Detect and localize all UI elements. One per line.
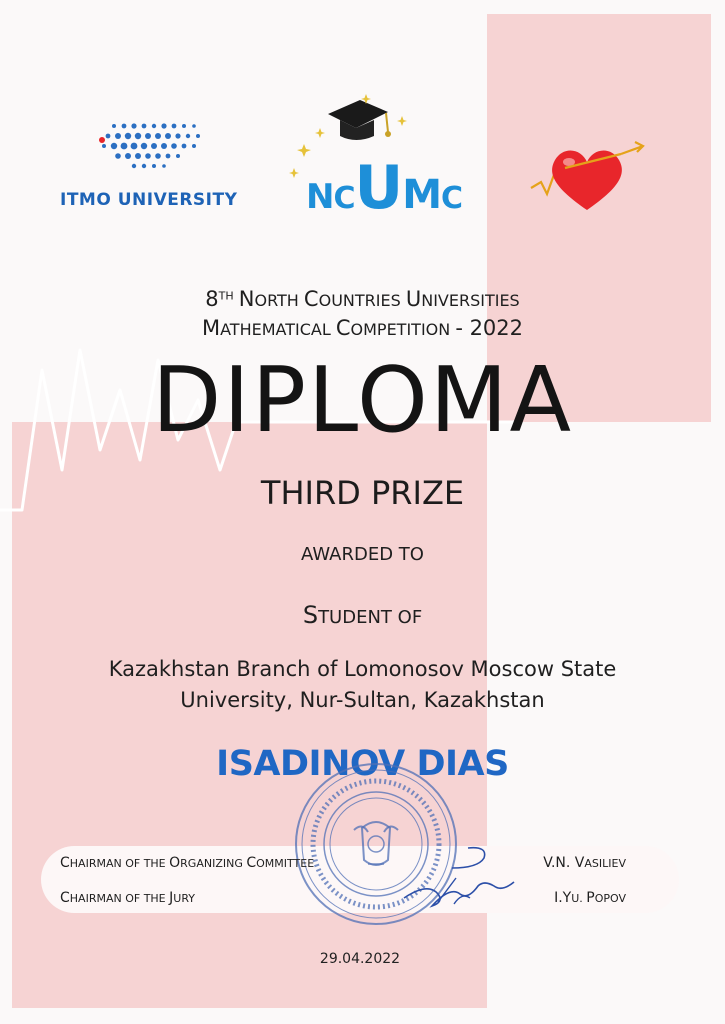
competition-line-1: 8TH NORTH COUNTRIES UNIVERSITIES (205, 287, 520, 311)
signature (398, 842, 518, 922)
signatory-role: CHAIRMAN OF THE JURY (60, 890, 195, 906)
signatory-role: CHAIRMAN OF THE ORGANIZING COMMITTEE (60, 855, 315, 871)
signatory-name: I.YU. POPOV (554, 890, 626, 906)
heart-icon (525, 138, 649, 218)
ncumc-logo-art (282, 84, 463, 223)
itmo-dots-logo (94, 118, 214, 172)
recipient-name: ISADINOV DIAS (216, 744, 509, 784)
ncumc-logo (282, 84, 463, 223)
itmo-university-logo (60, 118, 250, 218)
signatory-row-jury (60, 887, 650, 909)
institution-name: Kazakhstan Branch of Lomonosov Moscow State University, Nur-Sultan, Kazakhstan (108, 657, 617, 712)
itmo-logo-text: ITMO UNIVERSITY (60, 190, 238, 210)
signatory-row-organizing (60, 852, 650, 874)
graduation-cap-icon (328, 100, 391, 140)
prize-label: THIRD PRIZE (260, 474, 465, 512)
diploma-title: DIPLOMA (151, 348, 574, 453)
competition-line-2: MATHEMATICAL COMPETITION - 2022 (201, 316, 524, 340)
issue-date: 29.04.2022 (319, 951, 401, 967)
svg-text:NCUMC: NCUMC (306, 153, 463, 223)
signatory-name: V.N. VASILIEV (543, 855, 626, 871)
awarded-to-label: AWARDED TO (301, 544, 424, 565)
student-of-label: STUDENT OF (302, 601, 423, 629)
